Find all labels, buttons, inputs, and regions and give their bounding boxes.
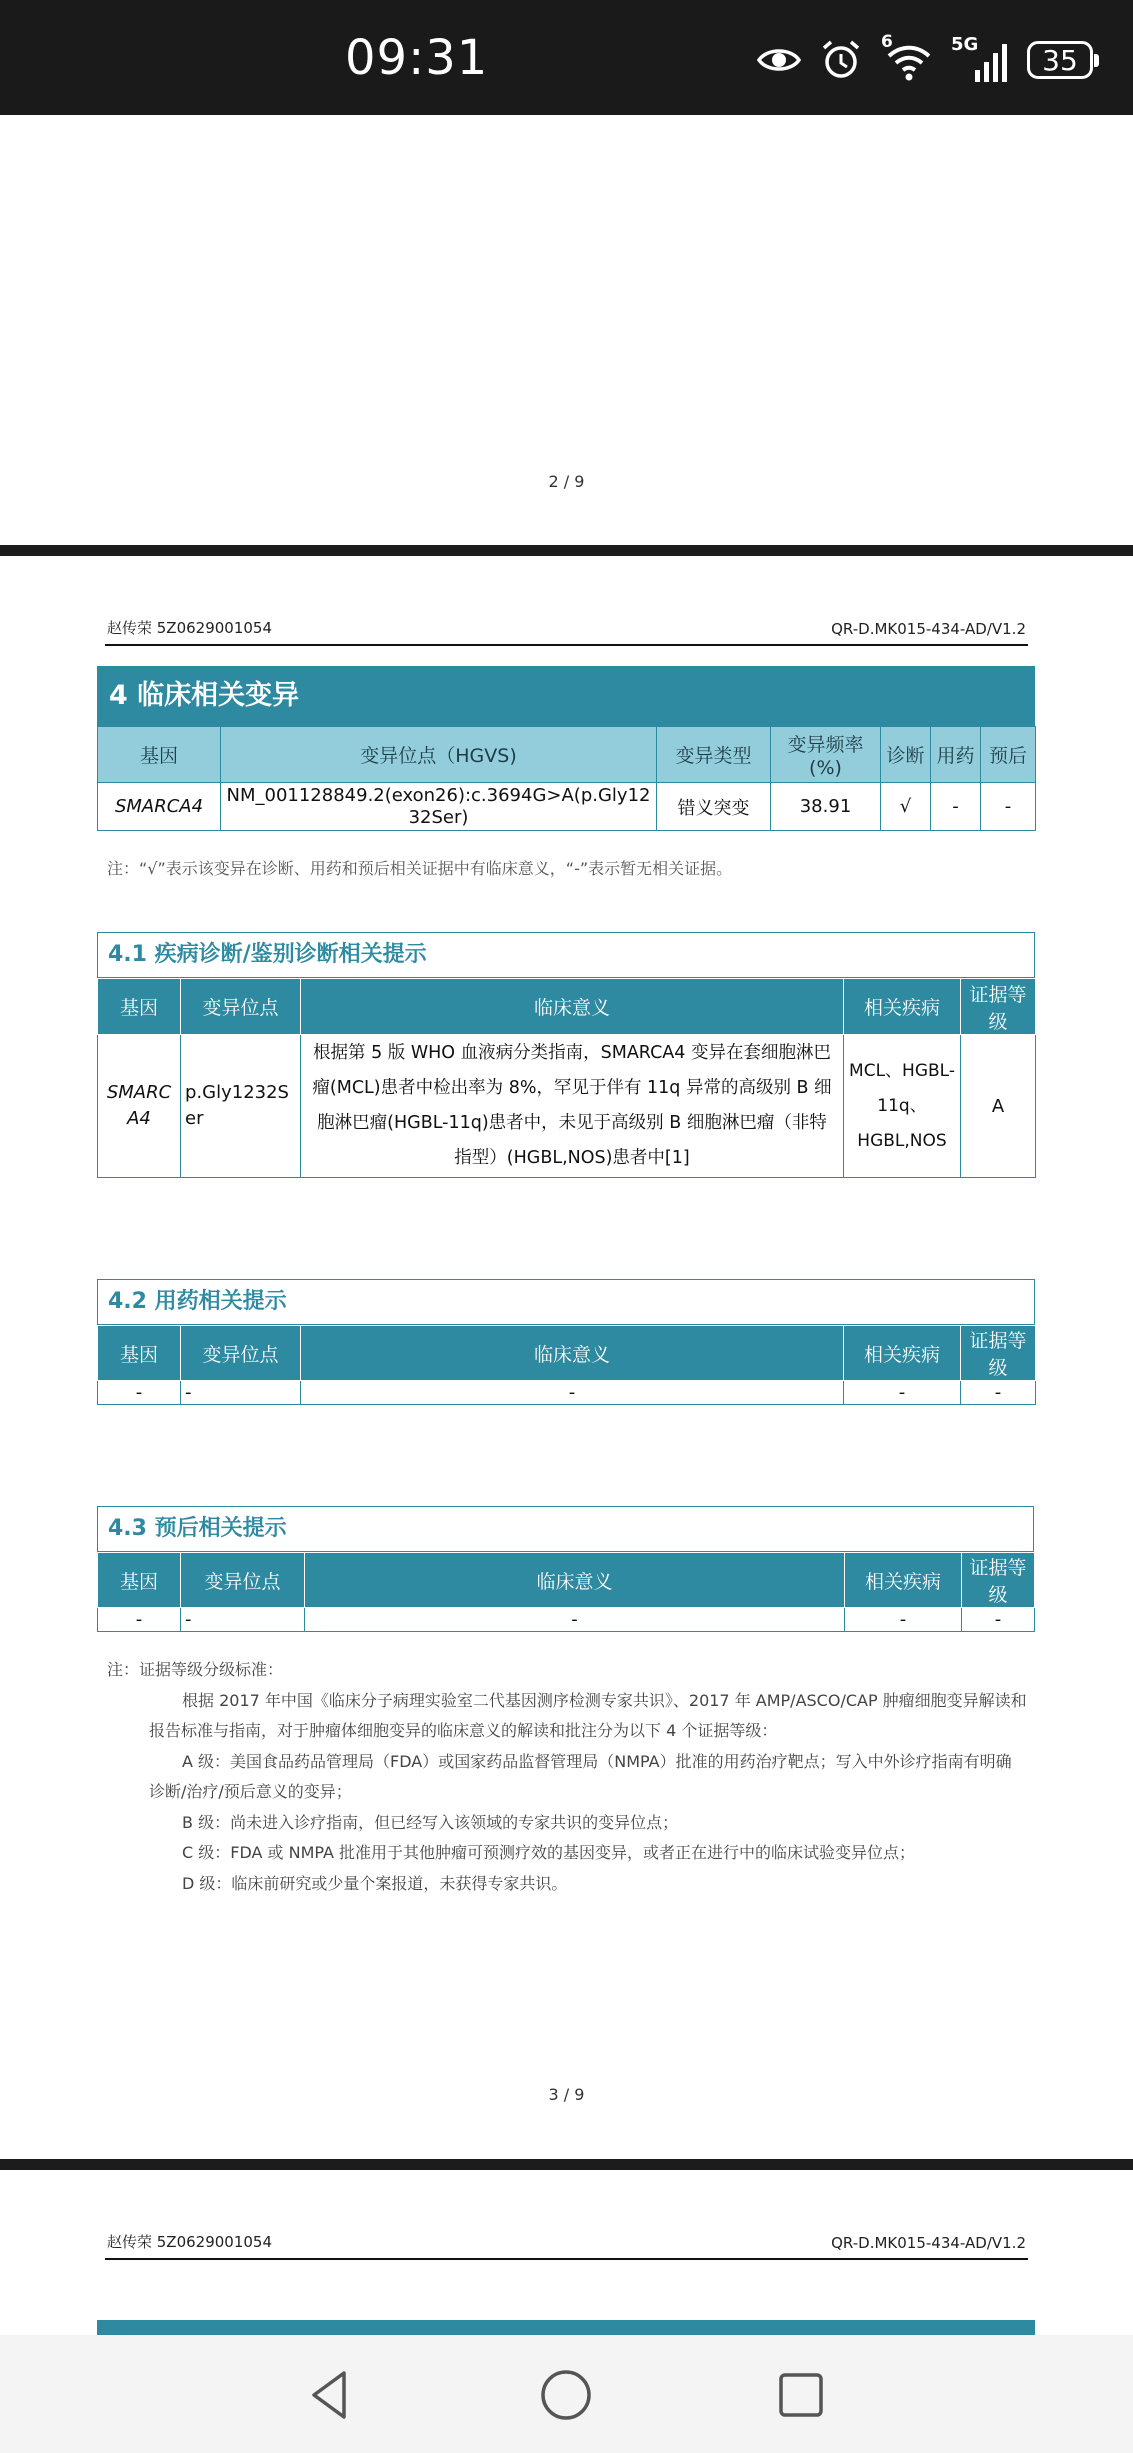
eye-icon (757, 38, 801, 82)
status-bar (0, 0, 1133, 115)
network-type: 5G (951, 34, 979, 55)
col-site: 变异位点 (181, 1553, 305, 1608)
document-header (105, 602, 1028, 646)
patient-info: 赵传荣 5Z0629001054 (107, 619, 273, 637)
recents-icon[interactable] (771, 2365, 831, 2425)
section-4-2-header (97, 1279, 1035, 1325)
col-level: 证据等级 (961, 1326, 1036, 1381)
cell-disease: - (844, 1381, 961, 1405)
cell-meaning: - (301, 1381, 844, 1405)
evidence-level-c: C 级：FDA 或 NMPA 批准用于其他肿瘤可预测疗效的基因变异，或者正在进行中的临床试验变异位点； (182, 1843, 916, 1862)
home-icon[interactable] (536, 2365, 596, 2425)
cell-gene: - (98, 1381, 181, 1405)
cell-freq: 38.91 (771, 783, 881, 831)
document-header (105, 2216, 1028, 2260)
col-meaning: 临床意义 (301, 1326, 844, 1381)
cell-gene: - (98, 1608, 181, 1632)
cell-level: A (961, 1035, 1036, 1178)
evidence-level-b: B 级：尚未进入诊疗指南，但已经写入该领域的专家共识的变异位点； (182, 1812, 679, 1832)
cell-diag: √ (881, 783, 931, 831)
cell-gene: SMARCA4 (98, 783, 221, 831)
diagnosis-table-header (98, 979, 1036, 1035)
evidence-level-notes (107, 1655, 1027, 1899)
battery-level: 35 (1042, 43, 1078, 77)
back-icon[interactable] (300, 2365, 360, 2425)
col-prog: 预后 (981, 727, 1036, 783)
drug-table (97, 1325, 1036, 1405)
cell-site: - (181, 1608, 305, 1632)
cell-site: p.Gly1232Ser (181, 1035, 301, 1178)
patient-info: 赵传荣 5Z0629001054 (107, 2233, 273, 2251)
table-row (98, 1035, 1036, 1178)
prognosis-table-header (98, 1553, 1035, 1608)
col-gene: 基因 (98, 1326, 181, 1381)
col-meaning: 临床意义 (301, 979, 844, 1035)
col-disease: 相关疾病 (844, 979, 961, 1035)
wifi-status (881, 32, 933, 82)
col-meaning: 临床意义 (305, 1553, 845, 1608)
document-code: QR-D.MK015-434-AD/V1.2 (831, 620, 1026, 638)
cell-level: - (961, 1381, 1036, 1405)
page-number-3: 3 / 9 (548, 2085, 585, 2104)
status-icons (757, 32, 1093, 82)
diagnosis-table (97, 978, 1036, 1178)
signal-icon (975, 42, 1009, 82)
table-row (98, 1381, 1036, 1405)
section-4-title: 4 临床相关变异 (97, 666, 1035, 726)
wifi-icon (885, 42, 933, 82)
cell-hgvs: NM_001128849.2(exon26):c.3694G>A(p.Gly1232Ser) (221, 783, 657, 831)
section-4-note: 注：“√”表示该变异在诊断、用药和预后相关证据中有临床意义，“-”表示暂无相关证据。 (107, 859, 733, 878)
section-4-1-header (97, 932, 1035, 978)
section-4-2-title: 4.2 用药相关提示 (108, 1289, 287, 1314)
evidence-level-a: A 级：美国食品药品管理局（FDA）或国家药品监督管理局（NMPA）批准的用药治疗靶点；写入中外诊疗指南有明确诊断/治疗/预后意义的变异； (149, 1751, 1012, 1801)
col-disease: 相关疾病 (845, 1553, 962, 1608)
col-gene: 基因 (98, 727, 221, 783)
wifi-badge: 6 (881, 32, 893, 52)
col-site: 变异位点 (181, 979, 301, 1035)
next-section-title-bar (97, 2320, 1035, 2335)
clock: 09:31 (345, 30, 489, 86)
cell-gene: SMARCA4 (98, 1035, 181, 1178)
navigation-bar (0, 2335, 1133, 2453)
cell-drug: - (931, 783, 981, 831)
section-4-1-title: 4.1 疾病诊断/鉴别诊断相关提示 (108, 942, 427, 967)
page-number-2: 2 / 9 (548, 472, 585, 491)
section-4-3-header (97, 1506, 1034, 1552)
cell-disease: - (845, 1608, 962, 1632)
drug-table-header (98, 1326, 1036, 1381)
prognosis-table (97, 1552, 1035, 1632)
page-separator (0, 2159, 1133, 2170)
col-freq: 变异频率(%) (771, 727, 881, 783)
col-level: 证据等级 (961, 979, 1036, 1035)
evidence-heading: 注：证据等级分级标准： (107, 1660, 284, 1679)
alarm-icon (819, 38, 863, 82)
col-type: 变异类型 (657, 727, 771, 783)
col-diag: 诊断 (881, 727, 931, 783)
cell-disease: MCL、HGBL-11q、HGBL,NOS (844, 1035, 961, 1178)
col-gene: 基因 (98, 979, 181, 1035)
document-code: QR-D.MK015-434-AD/V1.2 (831, 2234, 1026, 2252)
battery-indicator (1027, 41, 1093, 79)
col-drug: 用药 (931, 727, 981, 783)
evidence-level-d: D 级：临床前研究或少量个案报道，未获得专家共识。 (182, 1873, 568, 1893)
page-separator (0, 545, 1133, 556)
variant-table (97, 726, 1036, 831)
cell-meaning: 根据第 5 版 WHO 血液病分类指南，SMARCA4 变异在套细胞淋巴瘤(MCL)患者中检出率为 8%，罕见于伴有 11q 异常的高级别 B 细胞淋巴瘤(HGBL-11q)患者中，未见于高级别 B 细胞淋巴瘤（非特指型）(HGBL,NOS)患者中[1] (301, 1035, 844, 1178)
cell-type: 错义突变 (657, 783, 771, 831)
section-4-3-title: 4.3 预后相关提示 (108, 1516, 287, 1541)
cell-site: - (181, 1381, 301, 1405)
variant-table-header (98, 727, 1036, 783)
cell-level: - (962, 1608, 1035, 1632)
col-site: 变异位点 (181, 1326, 301, 1381)
table-row (98, 783, 1036, 831)
evidence-intro: 根据 2017 年中国《临床分子病理实验室二代基因测序检测专家共识》、2017 年 AMP/ASCO/CAP 肿瘤细胞变异解读和报告标准与指南，对于肿瘤体细胞变异的临床意义的解读和批注分为以下 4 个证据等级： (149, 1690, 1027, 1740)
cellular-status (951, 34, 1009, 82)
cell-prog: - (981, 783, 1036, 831)
cell-meaning: - (305, 1608, 845, 1632)
col-hgvs: 变异位点（HGVS) (221, 727, 657, 783)
col-disease: 相关疾病 (844, 1326, 961, 1381)
col-gene: 基因 (98, 1553, 181, 1608)
table-row (98, 1608, 1035, 1632)
col-level: 证据等级 (962, 1553, 1035, 1608)
